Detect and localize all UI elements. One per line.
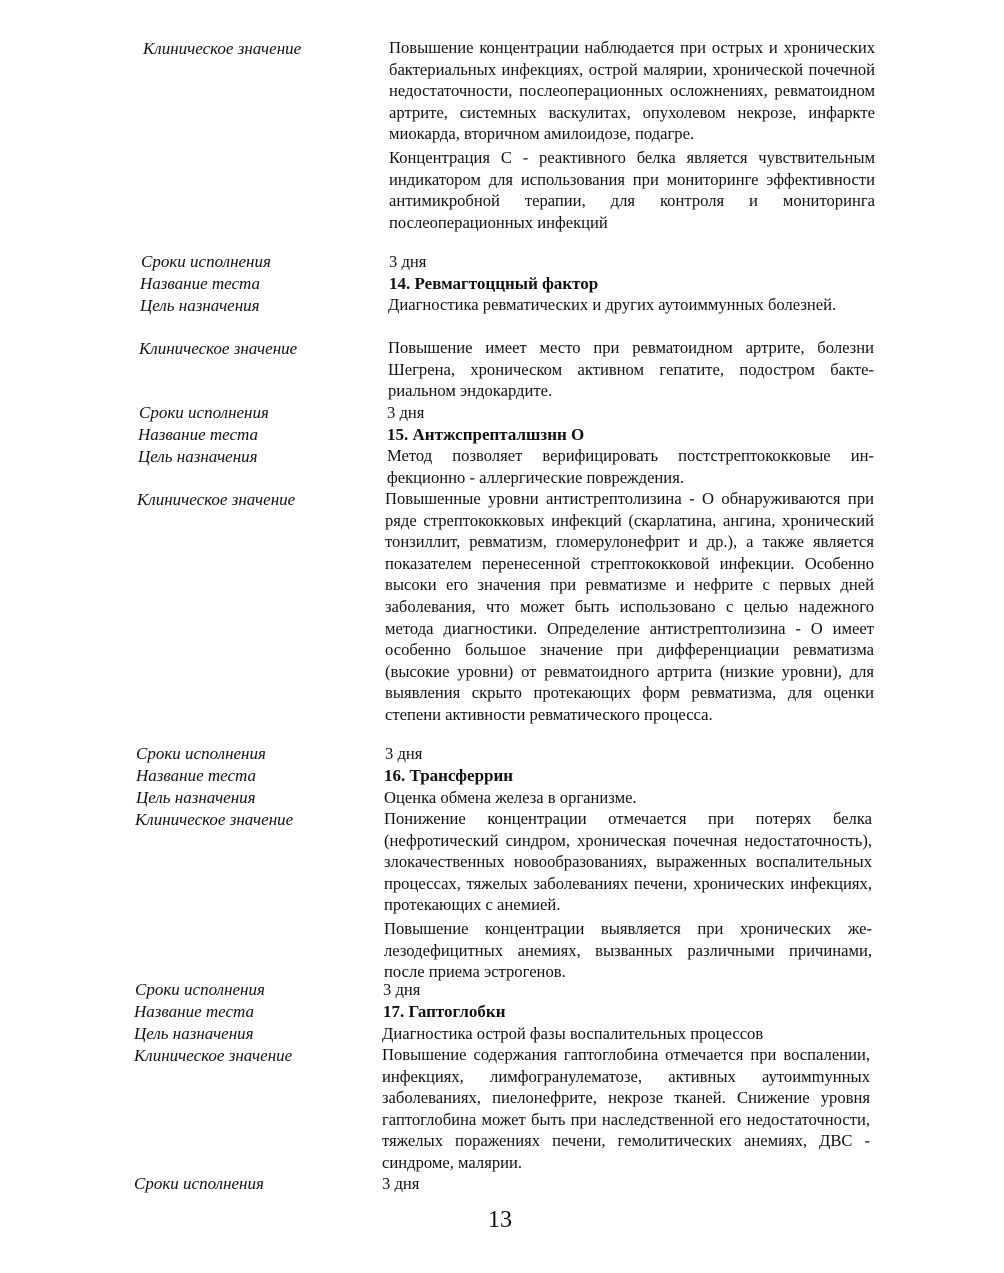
row-label: Название теста — [136, 766, 257, 785]
row-value: Метод позволяет верифицировать постстрептококковые инфекционно - аллергические повреждения. — [387, 446, 874, 487]
row-label: Клиническое значение — [143, 39, 302, 58]
paragraph: Повышение концентрации выявляется при хронических железодефицитных анемиях, вызванных различными причинами, после приема эстрогенов. — [384, 918, 872, 982]
row-label: Название теста — [140, 274, 261, 293]
row-label: Клиническое значение — [139, 339, 298, 358]
row-label: Цель назначения — [140, 296, 260, 315]
row-label: Клиническое значение — [135, 810, 294, 829]
row-label: Название теста — [138, 425, 259, 444]
row-value: 3 дня — [389, 252, 427, 271]
row-label: Сроки исполнения — [136, 744, 266, 763]
row-value — [389, 37, 875, 233]
row-value: Повышенные уровни антистрептолизина - О обнаруживаются при ряде стрептококковых инфекций (скарлатина, ангина, хронический тонзиллит, ревматизм, гломерулонефрит и др.), а также является показателем перенесенной стрептококковой инфекции. Особенно высоки его значения при ревматизме и нефрите с первых дней заболевания, что может быть использовано с целью надежного метода диагностики. Определение антистрептолизина - О имеет особенно большое значение при дифференциации ревматизма (высокие уровни) от ревматоидного артрита (низкие уровни), для выявления скрыто протекающих форм ревматизма, для оценки степени активности ревматического процесса. — [385, 489, 874, 724]
row-value: 3 дня — [383, 980, 421, 999]
row-value: Оценка обмена железа в организме. — [384, 788, 637, 807]
paragraph: Концентрация С - реактивного белка является чувствительным индикатором для использования при мониторинге эффективности антимикробной терапии, для контроля и мониторинга послеоперационных инфекций — [389, 147, 875, 232]
row-value: Диагностика острой фазы воспалительных процессов — [382, 1024, 764, 1043]
test-title: 17. Гаптоглобкн — [383, 1002, 506, 1021]
test-title: 16. Трансферрин — [384, 766, 514, 785]
row-label: Название теста — [134, 1002, 255, 1021]
row-label: Клиническое значение — [134, 1046, 293, 1065]
row-label: Сроки исполнения — [141, 252, 271, 271]
paragraph: Понижение концентрации отмечается при потерях белка (нефротический синдром, хроническая почечная недостаточность), злокачественных новообразованиях, выраженных воспалительных процессах, тяжелых заболеваниях печени, хронических инфекциях, протекающих с анемией. — [384, 809, 872, 915]
row-value: Повышение содержания гаптоглобина отмечается при воспалении, инфекциях, лимфогранулематозе, активных аутоимmунных заболеваниях, пиелонефрите, некрозе тканей. Снижение уровня гаптоглобина может быть при наследственной его недостаточности, тяжелых поражениях печени, гемолитических анемиях, ДВС - синдроме, малярии. — [382, 1045, 870, 1172]
row-label: Цель назначения — [136, 788, 256, 807]
row-value: 3 дня — [387, 403, 425, 422]
row-label: Сроки исполнения — [139, 403, 269, 422]
row-value: 3 дня — [385, 744, 423, 763]
test-title: 14. Ревмагтоццный фактор — [389, 274, 599, 293]
row-label: Цель назначения — [134, 1024, 254, 1043]
row-label: Сроки исполнения — [135, 980, 265, 999]
paragraph: Повышение концентрации наблюдается при острых и хронических бактериальных инфекциях, острой малярии, хронической почечной недостаточности, послеоперационных осложнениях, ревматоидном артрите, системных васкулитах, опухолевом некрозе, инфаркте миокарда, вторичном амилоидозе, подагре. — [389, 38, 875, 144]
test-title: 15. Антжспрепталшзнн О — [387, 425, 585, 444]
row-value: Диагностика ревматических и других аутоиммунных болезней. — [388, 295, 837, 314]
row-label: Клиническое значение — [137, 490, 296, 509]
row-value: Повышение имеет место при ревматоидном артрите, болезни Шегрена, хроническом активном гепатите, подостром бактериальном эндокардите. — [388, 338, 874, 401]
row-value — [384, 808, 872, 983]
row-value: 3 дня — [382, 1174, 420, 1193]
page-number: 13 — [488, 1207, 512, 1233]
row-label: Цель назначения — [138, 447, 258, 466]
row-label: Сроки исполнения — [134, 1174, 264, 1193]
